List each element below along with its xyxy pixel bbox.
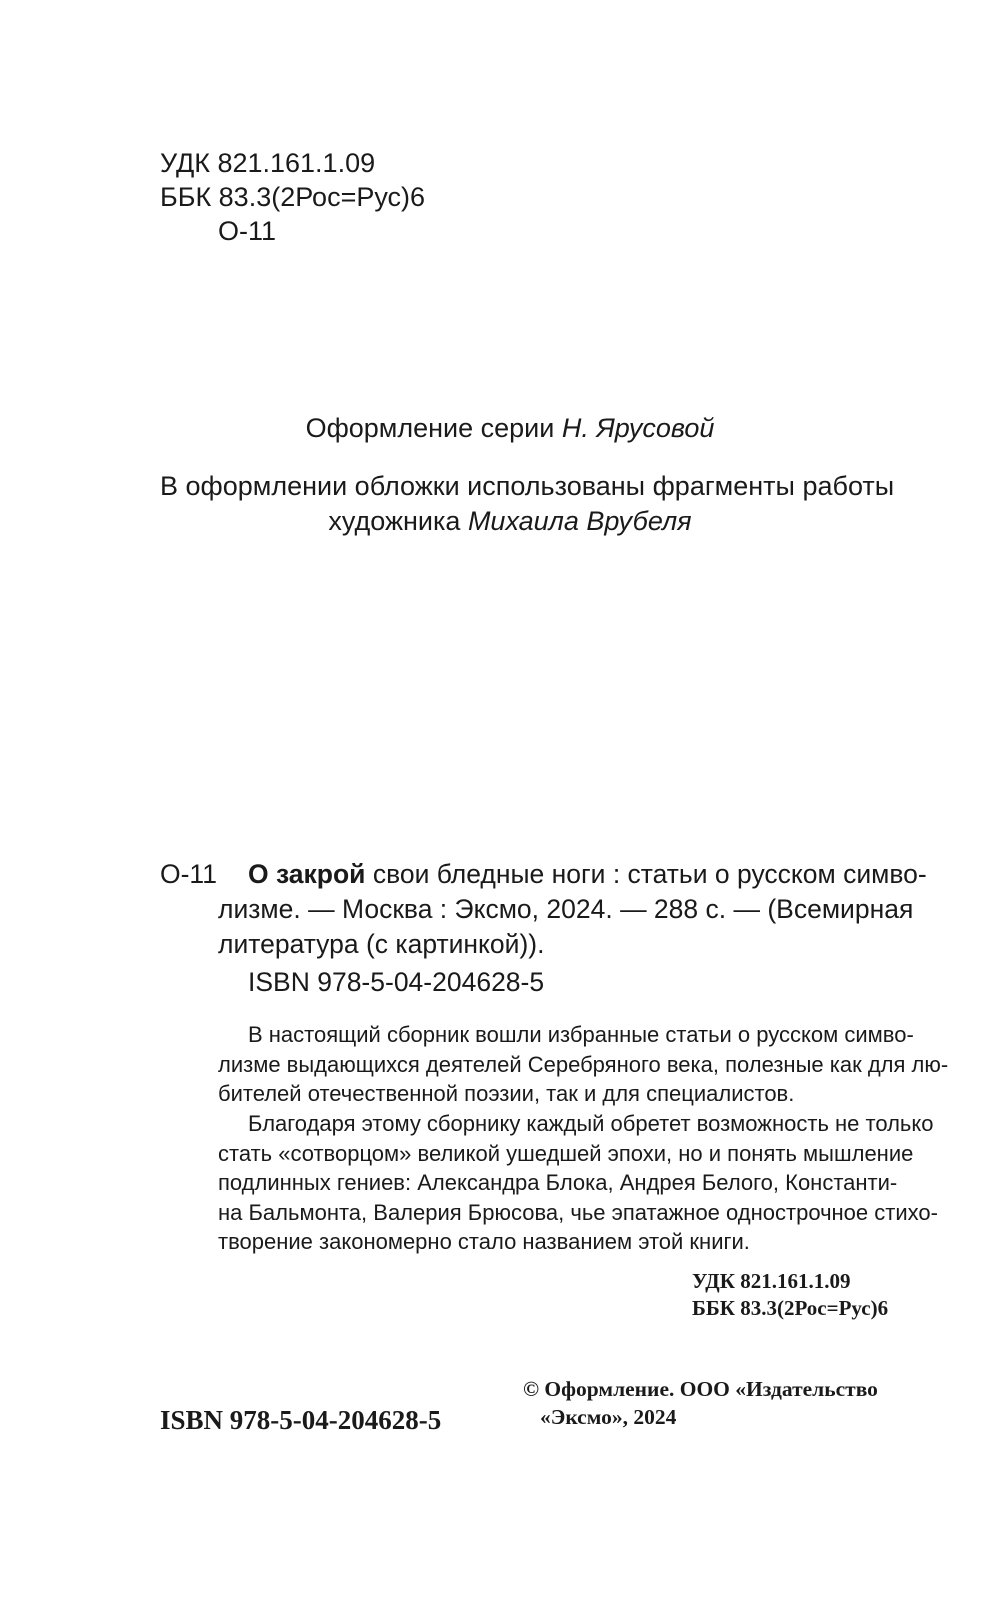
bottom-udk-code: УДК 821.161.1.09 <box>692 1269 851 1293</box>
series-designer: Н. Ярусовой <box>561 413 715 443</box>
book-title-bold: О закрой <box>248 859 366 889</box>
bottom-bbk-code: ББК 83.3(2Рос=Рус)6 <box>692 1296 889 1320</box>
cover-credit-line1: В оформлении обложки использованы фрагменты работы <box>160 471 895 501</box>
annotation-line: Благодаря этому сборнику каждый обретет возможность не только <box>248 1111 934 1136</box>
copyright-line1: © Оформление. ООО «Издательство <box>523 1377 878 1401</box>
bibliographic-isbn: ISBN 978-5-04-204628-5 <box>248 967 545 997</box>
copyright-line2: «Эксмо», 2024 <box>540 1405 677 1429</box>
annotation-line: бителей отечественной поэзии, так и для специалистов. <box>218 1081 795 1106</box>
series-design-credit <box>160 411 860 446</box>
cover-artist: Михаила Врубеля <box>467 506 692 536</box>
bbk-code: ББК 83.3(2Рос=Рус)6 <box>160 182 426 212</box>
series-prefix: Оформление серии <box>305 413 562 443</box>
annotation-line: лизме выдающихся деятелей Серебряного века, полезные как для лю- <box>218 1052 949 1077</box>
bibliographic-line1-rest: свои бледные ноги : статьи о русском симво- <box>365 859 927 889</box>
bibliographic-line2: лизме. — Москва : Эксмо, 2024. — 288 с. — (Всемирная <box>218 894 914 924</box>
annotation-line: В настоящий сборник вошли избранные статьи о русском симво- <box>248 1022 914 1047</box>
annotation-line: на Бальмонта, Валерия Брюсова, чье эпатажное однострочное стихо- <box>218 1200 938 1225</box>
author-mark: О-11 <box>218 216 277 246</box>
footer-isbn: ISBN 978-5-04-204628-5 <box>160 1405 442 1435</box>
annotation-line: подлинных гениев: Александра Блока, Андрея Белого, Константи- <box>218 1170 898 1195</box>
udk-code: УДК 821.161.1.09 <box>160 148 376 178</box>
cover-credit-line2 <box>160 504 860 539</box>
annotation-line: творение закономерно стало названием этой книги. <box>218 1229 750 1254</box>
bibliographic-line1 <box>248 857 927 892</box>
annotation-line: стать «сотворцом» великой ушедшей эпохи, но и понять мышление <box>218 1141 914 1166</box>
cover-artist-prefix: художника <box>328 506 468 536</box>
bibliographic-mark: О-11 <box>160 859 217 889</box>
bibliographic-line3: литература (с картинкой)). <box>218 929 545 959</box>
